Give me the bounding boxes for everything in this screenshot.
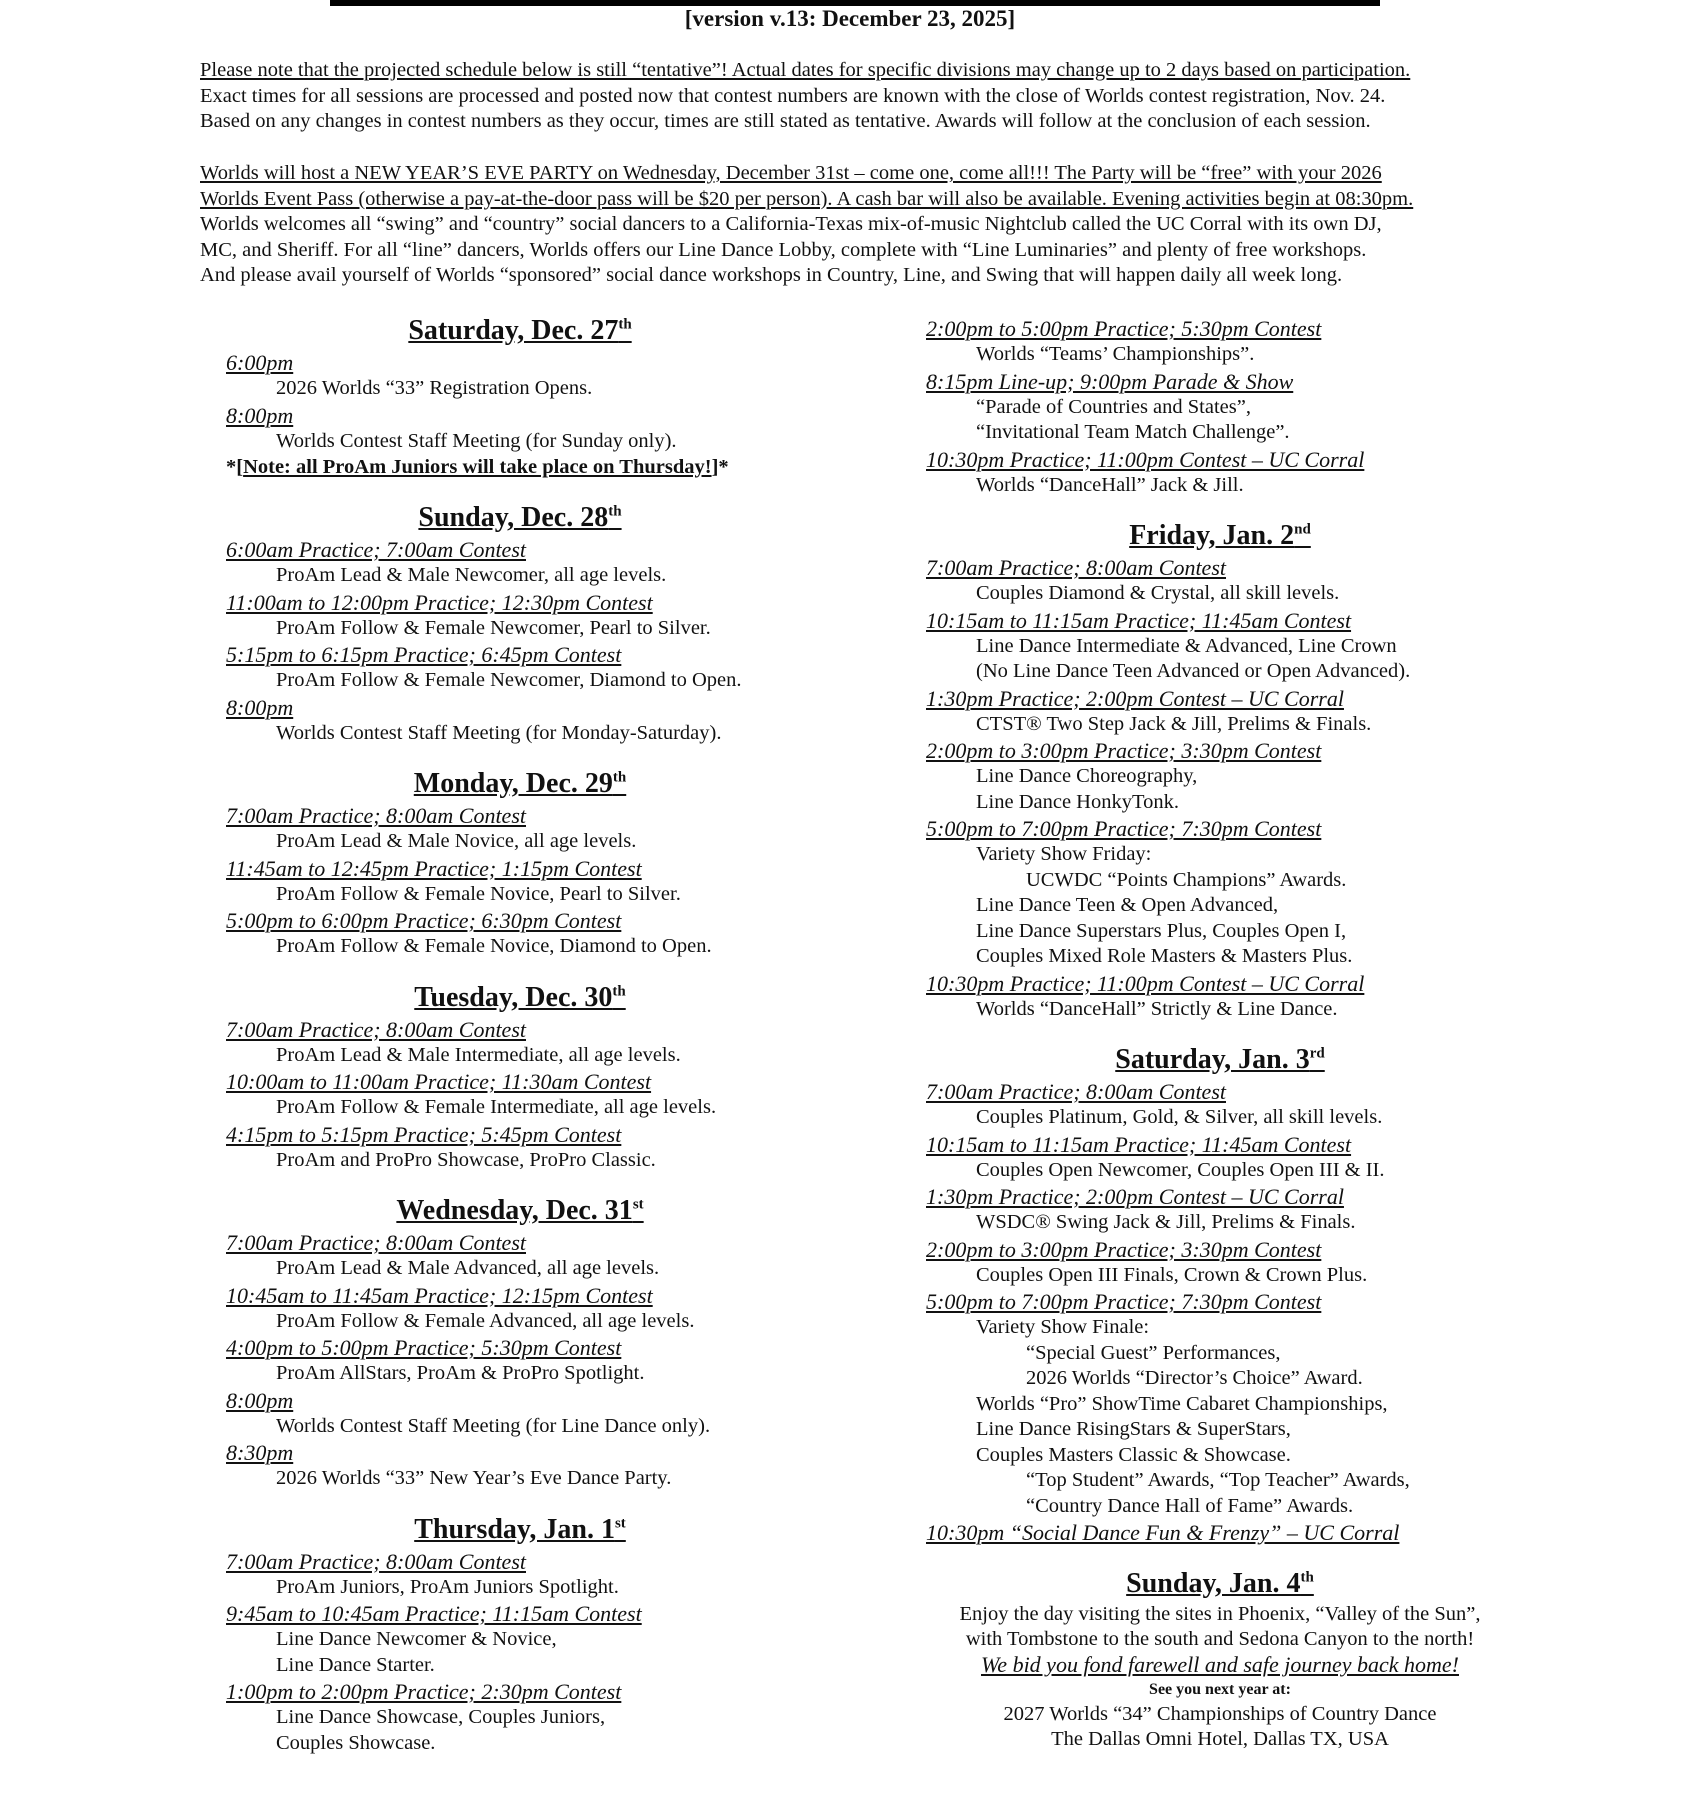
session-description: ProAm Lead & Male Advanced, all age levels. [276, 1257, 660, 1279]
session-description: Worlds Contest Staff Meeting (for Monday-Saturday). [276, 721, 722, 744]
day-block [900, 1044, 1540, 1546]
session-description: CTST® Two Step Jack & Jill, Prelims & Finals. [976, 712, 1372, 735]
session-description: ProAm and ProPro Showcase, ProPro Classic. [276, 1148, 656, 1171]
day-title [200, 1514, 840, 1546]
session-time: 7:00am Practice; 8:00am Contest [926, 1079, 1226, 1104]
schedule-column-left [200, 315, 840, 1778]
session-description: 2026 Worlds “33” Registration Opens. [276, 377, 593, 399]
session-time: 10:45am to 11:45am Practice; 12:15pm Contest [226, 1282, 653, 1308]
session-description: Line Dance HonkyTonk. [976, 790, 1179, 813]
session-description: “Invitational Team Match Challenge”. [976, 421, 1290, 443]
session-description: Worlds “DanceHall” Jack & Jill. [976, 473, 1244, 496]
day-block [200, 982, 840, 1174]
intro-line: Worlds Event Pass (otherwise a pay-at-the-door pass will be $20 per person). A cash bar will also be available. Evening activities begin at 08:30pm. [200, 187, 1414, 210]
session-time: 7:00am Practice; 8:00am Contest [226, 1016, 526, 1042]
intro-line: And please avail yourself of Worlds “sponsored” social dance workshops in Country, Line, and Swing that will happen daily all week long. [200, 264, 1343, 286]
day-block [200, 768, 840, 960]
session-description: Worlds “Pro” ShowTime Cabaret Championships, [976, 1392, 1388, 1415]
day-title-suffix: st [632, 1196, 644, 1213]
intro-line: Worlds will host a NEW YEAR’S EVE PARTY on Wednesday, December 31st – come one, come all!!! The Party will be “free” with your 2026 [200, 162, 1382, 184]
session-time: 5:00pm to 6:00pm Practice; 6:30pm Contest [226, 908, 622, 933]
day-title-text: Tuesday, Dec. 30 [414, 981, 613, 1013]
session-time: 8:30pm [226, 1440, 294, 1465]
session-time: 5:00pm to 7:00pm Practice; 7:30pm Contest [926, 816, 1322, 841]
session-time: 10:15am to 11:15am Practice; 11:45am Contest [926, 1131, 1352, 1157]
day-title-suffix: nd [1294, 521, 1311, 538]
day-title [200, 982, 840, 1014]
session-description: WSDC® Swing Jack & Jill, Prelims & Finals. [976, 1211, 1356, 1233]
session-time: 11:45am to 12:45pm Practice; 1:15pm Contest [226, 855, 642, 881]
session-time: 8:00pm [226, 694, 294, 720]
session-time: 7:00am Practice; 8:00am Contest [226, 1548, 526, 1574]
session-time: 9:45am to 10:45am Practice; 11:15am Contest [226, 1601, 642, 1626]
session-description: ProAm Follow & Female Advanced, all age levels. [276, 1309, 695, 1332]
sunday-text-line: Enjoy the day visiting the sites in Phoenix, “Valley of the Sun”, [959, 1603, 1481, 1625]
day-title-suffix: st [614, 1515, 626, 1532]
session-time: 8:00pm [226, 402, 294, 428]
session-description: ProAm Follow & Female Novice, Diamond to Open. [276, 935, 712, 957]
session-description: Couples Showcase. [276, 1731, 436, 1754]
session-description: “Special Guest” Performances, [1026, 1341, 1281, 1364]
session-time: 7:00am Practice; 8:00am Contest [226, 1230, 526, 1255]
final-sunday-block [900, 1568, 1540, 1752]
day-title-suffix: th [618, 316, 632, 333]
day-title-text: Thursday, Jan. 1 [414, 1513, 615, 1545]
session-description: ProAm Follow & Female Novice, Pearl to Silver. [276, 882, 681, 905]
session-description: ProAm Juniors, ProAm Juniors Spotlight. [276, 1575, 619, 1598]
session-description: Worlds “DanceHall” Strictly & Line Dance. [976, 997, 1338, 1020]
day-title-suffix: th [612, 983, 626, 1000]
session-time: 10:30pm Practice; 11:00pm Contest – UC Corral [926, 446, 1365, 472]
intro-line: Please note that the projected schedule below is still “tentative”! Actual dates for specific divisions may change up to 2 days based on participation. [200, 59, 1411, 81]
session-time: 6:00am Practice; 7:00am Contest [226, 537, 526, 562]
session-description: Couples Diamond & Crystal, all skill levels. [976, 582, 1340, 604]
session-description: Line Dance Newcomer & Novice, [276, 1628, 557, 1650]
day-title-text: Sunday, Dec. 28 [418, 502, 609, 533]
session-time: 7:00am Practice; 8:00am Contest [226, 803, 526, 828]
session-time: 2:00pm to 3:00pm Practice; 3:30pm Contest [926, 738, 1322, 763]
session-description: Line Dance Showcase, Couples Juniors, [276, 1706, 606, 1728]
session-description: Worlds Contest Staff Meeting (for Line Dance only). [276, 1414, 711, 1437]
session-description: 2026 Worlds “33” New Year’s Eve Dance Party. [276, 1467, 672, 1489]
day-title-text: Sunday, Jan. 4 [1126, 1568, 1301, 1599]
farewell-line: We bid you fond farewell and safe journey back home! [981, 1652, 1459, 1677]
intro-paragraph-2 [200, 161, 1520, 289]
day-title-suffix: rd [1309, 1045, 1325, 1062]
session-description: Line Dance RisingStars & SuperStars, [976, 1418, 1291, 1440]
session-description: Line Dance Starter. [276, 1653, 435, 1676]
session-description: ProAm Follow & Female Intermediate, all age levels. [276, 1096, 717, 1118]
session-description: ProAm Lead & Male Novice, all age levels. [276, 830, 637, 852]
session-time: 7:00am Practice; 8:00am Contest [926, 555, 1226, 580]
session-description: Couples Masters Classic & Showcase. [976, 1443, 1291, 1466]
see-you-label: See you next year at: [1149, 1681, 1291, 1698]
session-time: 10:30pm Practice; 11:00pm Contest – UC Corral [926, 970, 1365, 996]
session-description: ProAm Lead & Male Intermediate, all age levels. [276, 1043, 681, 1066]
session-description: Couples Open III Finals, Crown & Crown Plus. [976, 1263, 1368, 1286]
session-time: 2:00pm to 5:00pm Practice; 5:30pm Contest [926, 316, 1322, 341]
intro-line: Worlds welcomes all “swing” and “country” social dancers to a California-Texas mix-of-music Nightclub called the UC Corral with its own DJ, [200, 213, 1382, 235]
session-time: 1:00pm to 2:00pm Practice; 2:30pm Contest [226, 1679, 622, 1704]
day-title-text: Saturday, Jan. 3 [1115, 1044, 1310, 1075]
session-description: Worlds “Teams’ Championships”. [976, 343, 1255, 365]
session-description: Variety Show Friday: [976, 843, 1152, 865]
day-title-text: Monday, Dec. 29 [413, 768, 613, 799]
day-block [200, 502, 840, 746]
session-time: 8:00pm [226, 1387, 294, 1413]
day-title [200, 1195, 840, 1227]
day-block [200, 315, 840, 480]
intro-line: Exact times for all sessions are processed and posted now that contest numbers are known with the close of Worlds contest registration, Nov. 24. [200, 84, 1386, 107]
session-description: ProAm AllStars, ProAm & ProPro Spotlight. [276, 1362, 645, 1384]
session-description: “Top Student” Awards, “Top Teacher” Awards, [1026, 1469, 1410, 1491]
thursday-continuation [900, 315, 1540, 498]
session-description: Line Dance Superstars Plus, Couples Open I, [976, 919, 1347, 942]
session-description: “Country Dance Hall of Fame” Awards. [1026, 1494, 1354, 1517]
session-description: Worlds Contest Staff Meeting (for Sunday only). [276, 429, 677, 452]
session-time: 10:30pm “Social Dance Fun & Frenzy” – UC Corral [926, 1520, 1400, 1545]
day-title-text: Saturday, Dec. 27 [408, 315, 619, 346]
schedule-column-right [900, 315, 1540, 1774]
session-time: 2:00pm to 3:00pm Practice; 3:30pm Contest [926, 1236, 1322, 1262]
intro-paragraph-1 [200, 58, 1520, 135]
sunday-text-line: with Tombstone to the south and Sedona Canyon to the north! [965, 1628, 1475, 1650]
day-title-suffix: th [608, 503, 622, 520]
session-time: 10:00am to 11:00am Practice; 11:30am Contest [226, 1069, 652, 1094]
day-title [200, 315, 840, 347]
session-description: ProAm Follow & Female Newcomer, Diamond to Open. [276, 669, 742, 691]
day-block [200, 1195, 840, 1492]
version-line: [version v.13: December 23, 2025] [684, 6, 1016, 31]
session-description: Line Dance Teen & Open Advanced, [976, 894, 1279, 916]
schedule-note: *[Note: all ProAm Juniors will take place on Thursday!]* [226, 456, 729, 478]
intro-line: Based on any changes in contest numbers as they occur, times are still stated as tentative. Awards will follow at the conclusion of each session. [200, 110, 1371, 132]
day-title [900, 1568, 1540, 1600]
session-description: UCWDC “Points Champions” Awards. [1026, 868, 1347, 891]
session-description: Couples Open Newcomer, Couples Open III & II. [976, 1158, 1385, 1181]
day-title [200, 502, 840, 534]
day-block [200, 1514, 840, 1757]
session-description: ProAm Lead & Male Newcomer, all age levels. [276, 564, 667, 586]
session-description: “Parade of Countries and States”, [976, 395, 1251, 418]
session-description: Couples Mixed Role Masters & Masters Plus. [976, 945, 1353, 967]
intro-line: MC, and Sheriff. For all “line” dancers, Worlds offers our Line Dance Lobby, complete with “Line Luminaries” and plenty of free workshops. [200, 238, 1367, 261]
session-time: 5:15pm to 6:15pm Practice; 6:45pm Contest [226, 642, 622, 667]
session-time: 1:30pm Practice; 2:00pm Contest – UC Corral [926, 1184, 1344, 1209]
day-block [900, 520, 1540, 1022]
day-title [900, 520, 1540, 552]
session-description: (No Line Dance Teen Advanced or Open Advanced). [976, 660, 1411, 682]
day-title [900, 1044, 1540, 1076]
day-title-text: Friday, Jan. 2 [1129, 520, 1295, 551]
session-time: 4:15pm to 5:15pm Practice; 5:45pm Contest [226, 1121, 622, 1147]
session-time: 6:00pm [226, 350, 294, 375]
day-title [200, 768, 840, 800]
session-description: Variety Show Finale: [976, 1316, 1150, 1338]
next-event-venue: The Dallas Omni Hotel, Dallas TX, USA [1051, 1728, 1389, 1750]
day-title-suffix: th [612, 769, 627, 786]
session-description: ProAm Follow & Female Newcomer, Pearl to Silver. [276, 616, 711, 639]
day-title-text: Wednesday, Dec. 31 [396, 1195, 633, 1226]
session-description: Couples Platinum, Gold, & Silver, all skill levels. [976, 1106, 1383, 1128]
session-time: 4:00pm to 5:00pm Practice; 5:30pm Contest [226, 1335, 622, 1360]
session-time: 10:15am to 11:15am Practice; 11:45am Contest [926, 607, 1352, 633]
session-time: 5:00pm to 7:00pm Practice; 7:30pm Contest [926, 1289, 1322, 1314]
day-title-suffix: th [1300, 1569, 1314, 1586]
schedule-note-text: Note: all ProAm Juniors will take place on Thursday! [243, 456, 712, 478]
session-time: 1:30pm Practice; 2:00pm Contest – UC Corral [926, 685, 1344, 711]
next-event-name: 2027 Worlds “34” Championships of Country Dance [1003, 1703, 1437, 1725]
session-description: Line Dance Intermediate & Advanced, Line Crown [976, 634, 1397, 657]
session-description: Line Dance Choreography, [976, 765, 1198, 787]
session-time: 8:15pm Line-up; 9:00pm Parade & Show [926, 368, 1294, 394]
session-time: 11:00am to 12:00pm Practice; 12:30pm Contest [226, 589, 653, 615]
session-description: 2026 Worlds “Director’s Choice” Award. [1026, 1367, 1363, 1389]
